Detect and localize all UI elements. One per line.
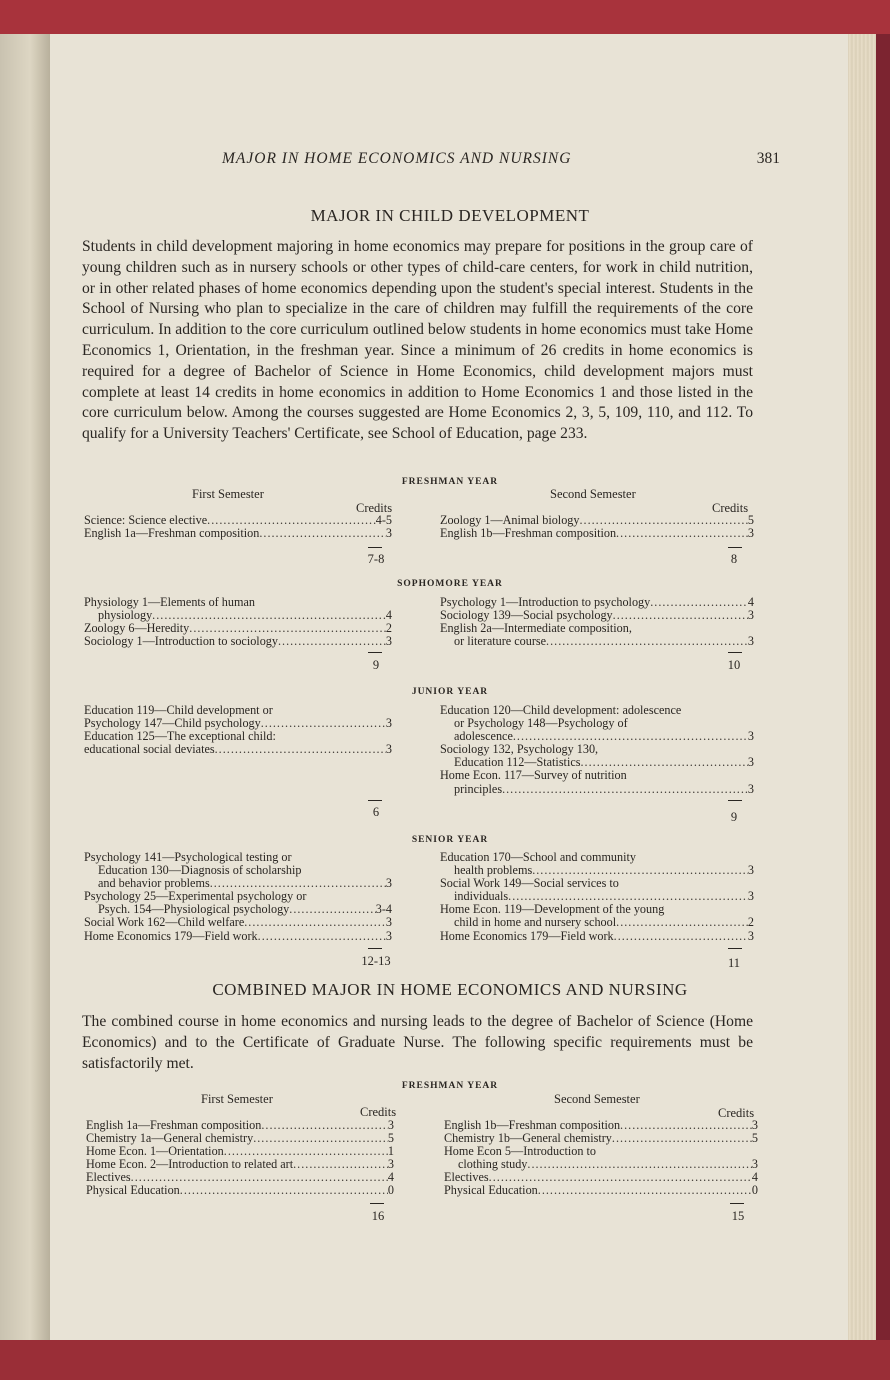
course-name: Zoology 6—Heredity bbox=[84, 621, 190, 636]
course-name: clothing study bbox=[458, 1157, 528, 1172]
course-credits: 3 bbox=[385, 716, 392, 731]
course-credits: 3 bbox=[747, 755, 754, 770]
total-rule bbox=[368, 547, 382, 548]
course-line: Physiology 1—Elements of human bbox=[84, 595, 255, 609]
course-credit-row bbox=[84, 527, 392, 540]
dot-leader bbox=[244, 916, 386, 929]
course-credits: 3 bbox=[747, 781, 754, 796]
page-block-edge bbox=[846, 34, 876, 1340]
course-credits: 3 bbox=[747, 729, 754, 744]
course-entry bbox=[84, 596, 392, 622]
total-rule bbox=[728, 547, 742, 548]
year-label-sophomore: SOPHOMORE YEAR bbox=[397, 579, 503, 589]
course-entry bbox=[84, 890, 392, 916]
course-credits: 3 bbox=[747, 928, 754, 943]
course-credit-row bbox=[444, 1184, 758, 1197]
course-credit-row bbox=[440, 916, 754, 929]
dot-leader bbox=[278, 635, 386, 648]
year-label-freshman: FRESHMAN YEAR bbox=[401, 477, 499, 487]
course-credit-row bbox=[84, 743, 392, 756]
year-label-senior: SENIOR YEAR bbox=[411, 835, 489, 845]
dot-leader bbox=[502, 783, 748, 796]
course-name: Social Work 162—Child welfare bbox=[84, 915, 245, 930]
course-name: Home Econ. 1—Orientation bbox=[86, 1144, 224, 1159]
course-name: Psych. 154—Physiological psychology bbox=[98, 902, 290, 917]
first-semester-heading: First Semester bbox=[201, 1092, 273, 1106]
course-entry bbox=[444, 1145, 758, 1171]
course-entry bbox=[86, 1158, 394, 1171]
course-credits: 4 bbox=[751, 1170, 758, 1185]
course-entry bbox=[84, 916, 392, 929]
course-line: Education 130—Diagnosis of scholarship bbox=[98, 863, 302, 878]
section-title-combined-major: COMBINED MAJOR IN HOME ECONOMICS AND NURSING bbox=[212, 980, 688, 999]
total-rule bbox=[728, 800, 742, 801]
book-cover-top bbox=[0, 0, 890, 34]
year-label-junior: JUNIOR YEAR bbox=[411, 687, 489, 697]
credits-heading-right: Credits bbox=[712, 501, 749, 515]
course-credits: 0 bbox=[387, 1183, 394, 1198]
course-credits: 3 bbox=[747, 863, 754, 878]
course-entry bbox=[444, 1184, 758, 1197]
course-credits: 2 bbox=[385, 621, 392, 636]
course-entry bbox=[86, 1184, 394, 1197]
course-name: English 1b—Freshman composition bbox=[440, 526, 617, 541]
credit-total-sophomore-first: 9 bbox=[372, 658, 380, 672]
course-line: Psychology 141—Psychological testing or bbox=[84, 850, 292, 864]
course-credits: 0 bbox=[751, 1183, 758, 1198]
course-entry bbox=[440, 877, 754, 903]
book-page bbox=[50, 34, 848, 1340]
course-name: English 1a—Freshman composition bbox=[84, 526, 260, 541]
total-rule bbox=[368, 948, 382, 949]
course-name: child in home and nursery school bbox=[454, 915, 617, 930]
course-credits: 5 bbox=[747, 513, 754, 527]
credit-total-freshman-second: 8 bbox=[730, 552, 738, 566]
dot-leader bbox=[261, 717, 386, 730]
course-credits: 3 bbox=[751, 1157, 758, 1172]
course-line: Education 170—School and community bbox=[440, 850, 636, 864]
course-entry bbox=[440, 622, 754, 648]
course-name: Home Economics 179—Field work bbox=[440, 928, 614, 943]
course-list-sophomore-second bbox=[440, 596, 754, 648]
course-credits: 3 bbox=[747, 608, 754, 623]
first-semester-heading: First Semester bbox=[192, 487, 264, 501]
course-credits: 3 bbox=[385, 634, 392, 649]
course-credits: 3 bbox=[385, 915, 392, 930]
book-cover-bottom bbox=[0, 1340, 890, 1380]
course-entry bbox=[84, 730, 392, 756]
course-credits: 2 bbox=[747, 915, 754, 930]
dot-leader bbox=[527, 1158, 752, 1171]
total-rule bbox=[728, 652, 742, 653]
course-credits: 4 bbox=[747, 595, 754, 609]
course-line: Home Econ 5—Introduction to bbox=[444, 1144, 596, 1159]
course-credit-row bbox=[440, 527, 754, 540]
course-name: and behavior problems bbox=[98, 876, 210, 891]
second-semester-heading: Second Semester bbox=[554, 1092, 640, 1106]
dot-leader bbox=[612, 1132, 752, 1145]
credit-total-junior-first: 6 bbox=[372, 805, 380, 819]
course-credit-row bbox=[440, 930, 754, 943]
course-credits: 4 bbox=[387, 1170, 394, 1185]
course-credits: 3 bbox=[747, 526, 754, 541]
course-name: health problems bbox=[454, 863, 533, 878]
course-entry bbox=[440, 903, 754, 929]
course-name: educational social deviates bbox=[84, 742, 215, 757]
credit-total-combined-second: 15 bbox=[731, 1209, 745, 1223]
dot-leader bbox=[258, 930, 386, 943]
course-line: English 2a—Intermediate composition, bbox=[440, 621, 632, 636]
course-name: Home Econ. 2—Introduction to related art bbox=[86, 1157, 294, 1172]
credit-total-senior-first: 12-13 bbox=[361, 954, 391, 968]
course-credit-row bbox=[84, 930, 392, 943]
course-name: individuals bbox=[454, 889, 509, 904]
course-line: Home Econ. 117—Survey of nutrition bbox=[440, 768, 627, 783]
course-credit-row bbox=[440, 635, 754, 648]
course-entry bbox=[440, 769, 754, 795]
course-list-combined-second bbox=[444, 1119, 758, 1198]
course-name: Science: Science elective bbox=[84, 513, 208, 527]
course-credits: 3 bbox=[385, 876, 392, 891]
course-credits: 4 bbox=[385, 608, 392, 623]
course-name: Chemistry 1a—General chemistry bbox=[86, 1131, 254, 1146]
total-rule bbox=[730, 1203, 744, 1204]
credit-total-sophomore-second: 10 bbox=[727, 658, 741, 672]
credit-total-senior-second: 11 bbox=[727, 956, 741, 970]
dot-leader bbox=[215, 743, 386, 756]
page-number: 381 bbox=[756, 150, 780, 167]
total-rule bbox=[368, 652, 382, 653]
course-name: Chemistry 1b—General chemistry bbox=[444, 1131, 612, 1146]
course-credit-row bbox=[86, 1158, 394, 1171]
intro-combined-major: The combined course in home economics and nursing leads to the degree of Bachelor of Science (Home Economics) and to the Certificate of Graduate Nurse. The following specific requirements must be satisfactorily met. bbox=[82, 1013, 753, 1072]
course-name: Sociology 139—Social psychology bbox=[440, 608, 613, 623]
course-entry bbox=[84, 635, 392, 648]
course-credits: 3 bbox=[387, 1118, 394, 1132]
facing-page-edge bbox=[0, 34, 50, 1340]
dot-leader bbox=[546, 635, 748, 648]
credits-heading-left: Credits bbox=[356, 501, 393, 515]
course-list-freshman-first bbox=[84, 514, 392, 540]
course-list-senior-second bbox=[440, 851, 754, 943]
course-credit-row bbox=[84, 635, 392, 648]
course-credits: 3 bbox=[751, 1118, 758, 1132]
running-head: MAJOR IN HOME ECONOMICS AND NURSING bbox=[222, 150, 572, 167]
course-credits: 3 bbox=[385, 526, 392, 541]
course-name: Psychology 1—Introduction to psychology bbox=[440, 595, 651, 609]
course-line: or Psychology 148—Psychology of bbox=[454, 716, 628, 731]
course-list-junior-second bbox=[440, 704, 754, 796]
course-credits: 3 bbox=[385, 742, 392, 757]
course-name: Zoology 1—Animal biology bbox=[440, 513, 580, 527]
course-credit-row bbox=[84, 916, 392, 929]
course-entry bbox=[84, 930, 392, 943]
course-name: principles bbox=[454, 781, 503, 796]
dot-leader bbox=[538, 1184, 752, 1197]
course-line: Education 120—Child development: adolescence bbox=[440, 703, 682, 717]
course-name: Home Economics 179—Field work bbox=[84, 928, 258, 943]
course-name: Electives bbox=[86, 1170, 131, 1185]
course-name: Psychology 147—Child psychology bbox=[84, 716, 261, 731]
course-list-sophomore-first bbox=[84, 596, 392, 648]
total-rule bbox=[370, 1203, 384, 1204]
course-name: or literature course bbox=[454, 634, 547, 649]
dot-leader bbox=[614, 930, 748, 943]
dot-leader bbox=[289, 903, 375, 916]
course-entry bbox=[84, 851, 392, 890]
course-entry bbox=[440, 930, 754, 943]
course-name: adolescence bbox=[454, 729, 513, 744]
course-line: Social Work 149—Social services to bbox=[440, 876, 619, 891]
course-credits: 3 bbox=[387, 1157, 394, 1172]
course-list-senior-first bbox=[84, 851, 392, 943]
course-line: Education 119—Child development or bbox=[84, 703, 273, 717]
dot-leader bbox=[650, 596, 748, 609]
course-line: Education 125—The exceptional child: bbox=[84, 729, 276, 744]
course-credits: 3 bbox=[747, 889, 754, 904]
dot-leader bbox=[259, 527, 386, 540]
section-title-child-development: MAJOR IN CHILD DEVELOPMENT bbox=[310, 206, 590, 225]
course-credits: 5 bbox=[751, 1131, 758, 1146]
course-credits: 4-5 bbox=[375, 513, 392, 527]
dot-leader bbox=[253, 1132, 388, 1145]
course-entry bbox=[84, 527, 392, 540]
dot-leader bbox=[293, 1158, 388, 1171]
intro-child-development: Students in child development majoring in home economics may prepare for positions in the group care of young children such as in nursery schools or other types of child-care centers, for work in child nutrition, or in other related phases of home economics depending upon the student's special interest. Students in the School of Nursing who plan to specialize in the care of children may fulfill the requirements of the core curriculum. In addition to the core curriculum outlined below students in home economics must take Home Economics 1, Orientation, in the freshman year. Since a minimum of 26 credits in home economics is required for a degree of Bachelor of Science in Home Economics, child development majors must complete at least 14 credits in home economics in addition to Home Economics 1 and those listed in the core curriculum below. Among the courses suggested are Home Economics 2, 3, 5, 109, 110, and 112. To qualify for a University Teachers' Certificate, see School of Education, page 233. bbox=[82, 238, 753, 443]
dot-leader bbox=[616, 916, 748, 929]
course-entry bbox=[440, 704, 754, 743]
second-semester-heading: Second Semester bbox=[550, 487, 636, 501]
course-entry bbox=[84, 704, 392, 730]
total-rule bbox=[368, 800, 382, 801]
course-name: Sociology 1—Introduction to sociology bbox=[84, 634, 278, 649]
credit-total-combined-first: 16 bbox=[371, 1209, 385, 1223]
dot-leader bbox=[620, 1119, 752, 1132]
credit-total-junior-second: 9 bbox=[730, 810, 738, 824]
total-rule bbox=[728, 948, 742, 949]
course-list-combined-first bbox=[86, 1119, 394, 1198]
course-credit-row bbox=[86, 1184, 394, 1197]
course-line: Sociology 132, Psychology 130, bbox=[440, 742, 599, 757]
credits-heading-right: Credits bbox=[718, 1106, 755, 1120]
course-credits: 1 bbox=[387, 1144, 394, 1159]
course-list-junior-first bbox=[84, 704, 392, 756]
course-name: Physical Education bbox=[86, 1183, 180, 1198]
dot-leader bbox=[180, 1184, 388, 1197]
course-name: physiology bbox=[98, 608, 153, 623]
course-name: English 1a—Freshman composition bbox=[86, 1118, 262, 1132]
course-entry bbox=[440, 527, 754, 540]
credit-total-freshman-first: 7-8 bbox=[367, 552, 385, 566]
course-list-freshman-second bbox=[440, 514, 754, 540]
course-name: English 1b—Freshman composition bbox=[444, 1118, 621, 1132]
course-line: Home Econ. 119—Development of the young bbox=[440, 902, 665, 917]
course-credits: 3 bbox=[385, 928, 392, 943]
course-line: Psychology 25—Experimental psychology or bbox=[84, 889, 307, 904]
course-entry bbox=[440, 851, 754, 877]
course-name: Electives bbox=[444, 1170, 489, 1185]
dot-leader bbox=[261, 1119, 388, 1132]
course-credits: 5 bbox=[387, 1131, 394, 1146]
course-name: Education 112—Statistics bbox=[454, 755, 581, 770]
credits-heading-left: Credits bbox=[360, 1105, 397, 1119]
course-entry bbox=[440, 743, 754, 769]
course-credit-row bbox=[440, 783, 754, 796]
course-name: Physical Education bbox=[444, 1183, 538, 1198]
course-credit-row bbox=[444, 1158, 758, 1171]
year-label-combined-freshman: FRESHMAN YEAR bbox=[401, 1081, 499, 1091]
dot-leader bbox=[616, 527, 748, 540]
course-credits: 3 bbox=[747, 634, 754, 649]
dot-leader bbox=[613, 609, 748, 622]
course-credits: 3-4 bbox=[375, 902, 392, 917]
